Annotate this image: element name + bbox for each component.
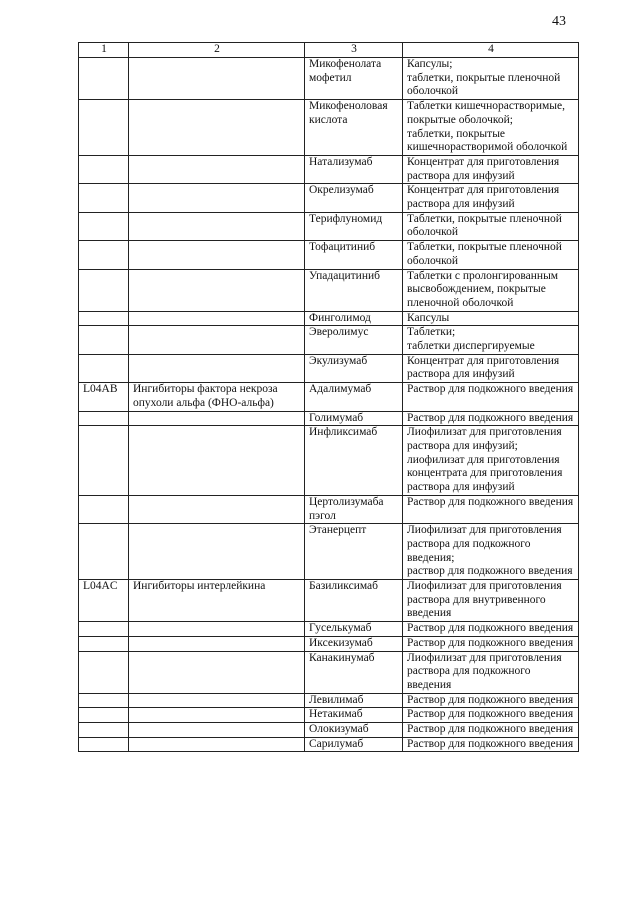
atc-code-cell (79, 241, 129, 269)
table-row (79, 269, 579, 311)
drug-name-cell: Окрелизумаб (305, 184, 403, 212)
table-row (79, 636, 579, 651)
atc-code-cell (79, 636, 129, 651)
group-name-cell (129, 184, 305, 212)
dosage-form-cell: Раствор для подкожного введения (403, 723, 579, 738)
atc-code-cell: L04AB (79, 383, 129, 411)
page-number: 43 (552, 14, 566, 29)
drug-name-cell: Левилимаб (305, 693, 403, 708)
drug-name-cell: Адалимумаб (305, 383, 403, 411)
drug-table (78, 42, 579, 752)
drug-name-cell: Микофеноловая кислота (305, 100, 403, 156)
table-row (79, 411, 579, 426)
drug-name-cell: Гуселькумаб (305, 622, 403, 637)
dosage-form-cell: Раствор для подкожного введения (403, 636, 579, 651)
table-row (79, 524, 579, 580)
table-row (79, 651, 579, 693)
atc-code-cell (79, 311, 129, 326)
group-name-cell (129, 326, 305, 354)
atc-code-cell (79, 693, 129, 708)
drug-name-cell: Натализумаб (305, 155, 403, 183)
dosage-form-cell: Раствор для подкожного введения (403, 383, 579, 411)
atc-code-cell (79, 651, 129, 693)
table-row (79, 693, 579, 708)
drug-name-cell: Финголимод (305, 311, 403, 326)
dosage-form-cell: Раствор для подкожного введения (403, 622, 579, 637)
table-row (79, 383, 579, 411)
group-name-cell (129, 212, 305, 240)
atc-code-cell (79, 269, 129, 311)
atc-code-cell (79, 495, 129, 523)
dosage-form-cell: Таблетки, покрытые пленочной оболочкой (403, 212, 579, 240)
group-name-cell (129, 426, 305, 496)
dosage-form-cell: Лиофилизат для приготовления раствора для инфузий; лиофилизат для приготовления концентрата для приготовления раствора для инфузий (403, 426, 579, 496)
group-name-cell (129, 311, 305, 326)
table-row (79, 426, 579, 496)
drug-name-cell: Нетакимаб (305, 708, 403, 723)
dosage-form-cell: Лиофилизат для приготовления раствора для подкожного введения (403, 651, 579, 693)
drug-name-cell: Голимумаб (305, 411, 403, 426)
drug-name-cell: Эверолимус (305, 326, 403, 354)
table-row (79, 155, 579, 183)
atc-code-cell (79, 723, 129, 738)
drug-name-cell: Упадацитиниб (305, 269, 403, 311)
drug-name-cell: Сарилумаб (305, 737, 403, 752)
dosage-form-cell: Раствор для подкожного введения (403, 411, 579, 426)
dosage-form-cell: Капсулы; таблетки, покрытые пленочной оболочкой (403, 58, 579, 100)
table-row (79, 708, 579, 723)
table-row (79, 184, 579, 212)
dosage-form-cell: Раствор для подкожного введения (403, 708, 579, 723)
table-row (79, 354, 579, 382)
table-row (79, 622, 579, 637)
group-name-cell (129, 693, 305, 708)
dosage-form-cell: Концентрат для приготовления раствора для инфузий (403, 354, 579, 382)
table-row (79, 723, 579, 738)
atc-code-cell: L04AC (79, 580, 129, 622)
atc-code-cell (79, 737, 129, 752)
table-header-row (79, 43, 579, 58)
drug-name-cell: Этанерцепт (305, 524, 403, 580)
group-name-cell (129, 737, 305, 752)
column-header: 2 (129, 43, 305, 58)
table-row (79, 58, 579, 100)
group-name-cell (129, 269, 305, 311)
dosage-form-cell: Лиофилизат для приготовления раствора для внутривенного введения (403, 580, 579, 622)
atc-code-cell (79, 354, 129, 382)
dosage-form-cell: Концентрат для приготовления раствора для инфузий (403, 184, 579, 212)
group-name-cell: Ингибиторы фактора некроза опухоли альфа (ФНО-альфа) (129, 383, 305, 411)
dosage-form-cell: Раствор для подкожного введения (403, 495, 579, 523)
table-row (79, 580, 579, 622)
column-header: 3 (305, 43, 403, 58)
atc-code-cell (79, 155, 129, 183)
atc-code-cell (79, 100, 129, 156)
group-name-cell (129, 708, 305, 723)
column-header: 1 (79, 43, 129, 58)
group-name-cell: Ингибиторы интерлейкина (129, 580, 305, 622)
group-name-cell (129, 651, 305, 693)
dosage-form-cell: Капсулы (403, 311, 579, 326)
atc-code-cell (79, 58, 129, 100)
dosage-form-cell: Раствор для подкожного введения (403, 737, 579, 752)
table-row (79, 737, 579, 752)
drug-name-cell: Канакинумаб (305, 651, 403, 693)
table-row (79, 241, 579, 269)
dosage-form-cell: Таблетки с пролонгированным высвобождением, покрытые пленочной оболочкой (403, 269, 579, 311)
column-header: 4 (403, 43, 579, 58)
drug-name-cell: Тофацитиниб (305, 241, 403, 269)
group-name-cell (129, 524, 305, 580)
group-name-cell (129, 58, 305, 100)
group-name-cell (129, 495, 305, 523)
table-body (79, 58, 579, 752)
dosage-form-cell: Концентрат для приготовления раствора для инфузий (403, 155, 579, 183)
dosage-form-cell: Таблетки, покрытые пленочной оболочкой (403, 241, 579, 269)
table-row (79, 100, 579, 156)
drug-name-cell: Олокизумаб (305, 723, 403, 738)
atc-code-cell (79, 426, 129, 496)
group-name-cell (129, 155, 305, 183)
group-name-cell (129, 241, 305, 269)
dosage-form-cell: Таблетки кишечнорастворимые, покрытые оболочкой; таблетки, покрытые кишечнорастворимой оболочкой (403, 100, 579, 156)
atc-code-cell (79, 411, 129, 426)
group-name-cell (129, 636, 305, 651)
group-name-cell (129, 100, 305, 156)
atc-code-cell (79, 326, 129, 354)
table-row (79, 311, 579, 326)
atc-code-cell (79, 524, 129, 580)
drug-name-cell: Микофенолата мофетил (305, 58, 403, 100)
drug-name-cell: Инфликсимаб (305, 426, 403, 496)
atc-code-cell (79, 184, 129, 212)
table-row (79, 326, 579, 354)
group-name-cell (129, 411, 305, 426)
group-name-cell (129, 723, 305, 738)
table-row (79, 212, 579, 240)
drug-name-cell: Экулизумаб (305, 354, 403, 382)
dosage-form-cell: Раствор для подкожного введения (403, 693, 579, 708)
table-row (79, 495, 579, 523)
dosage-form-cell: Лиофилизат для приготовления раствора для подкожного введения; раствор для подкожного введения (403, 524, 579, 580)
dosage-form-cell: Таблетки; таблетки диспергируемые (403, 326, 579, 354)
atc-code-cell (79, 708, 129, 723)
drug-name-cell: Цертолизумаба пэгол (305, 495, 403, 523)
drug-name-cell: Терифлуномид (305, 212, 403, 240)
drug-name-cell: Базиликсимаб (305, 580, 403, 622)
group-name-cell (129, 354, 305, 382)
drug-name-cell: Иксекизумаб (305, 636, 403, 651)
group-name-cell (129, 622, 305, 637)
atc-code-cell (79, 622, 129, 637)
atc-code-cell (79, 212, 129, 240)
